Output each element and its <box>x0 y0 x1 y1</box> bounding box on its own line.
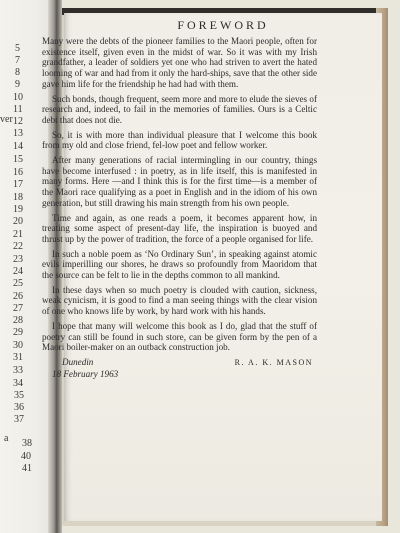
foreword-paragraph: After many generations of racial intermingling in our country, things have become interfused : in poetry, as in life itself, this is manifested in many forms. Here —and I think this is for the first time—is a member of the Maori race qualifying as a poet in English and in the idiom of his own generation, but still drawing his main strength from his own people. <box>42 155 317 208</box>
left-page-number: 26 <box>13 291 23 302</box>
left-page-number: 41 <box>22 463 32 474</box>
left-page-number: 8 <box>15 67 20 78</box>
left-page-number: 27 <box>13 303 23 314</box>
left-page-number: 10 <box>13 92 23 103</box>
left-page-number: 17 <box>13 179 23 190</box>
left-page-number: 9 <box>15 79 20 90</box>
foreword-paragraph: Many were the debts of the pioneer families to the Maori people, often for existence itself, given even in the midst of war. So it was with my Irish grandfather, a leader of soldiers yet one who had striven to avert the hated looming of war and had from it only the hard-ships, save that the other side gave him life for the friendship he had had with them. <box>42 36 317 89</box>
left-page-fragment-ver: ver <box>0 114 13 125</box>
foreword-paragraph: Time and again, as one reads a poem, it becomes apparent how, in treating some aspect of present-day life, the inspiration is buoyed and thrust up by the power of tradition, the force of a people organised for life. <box>42 212 317 244</box>
foreword-paragraph: Such bonds, though frequent, seem more and more to elude the sieves of research and, indeed, to fail in the memories of families. Ours is a Celtic debt that does not die. <box>42 93 317 125</box>
left-page-number: 15 <box>13 154 23 165</box>
foreword-signature-block <box>42 357 317 383</box>
left-page-number: 5 <box>15 43 20 54</box>
foreword-title: FOREWORD <box>177 18 269 32</box>
left-page-number: 16 <box>13 167 23 178</box>
left-page-number: 24 <box>13 266 23 277</box>
left-page-number: 38 <box>22 438 32 449</box>
left-page-number: 36 <box>14 402 24 413</box>
left-page-number: 19 <box>13 204 23 215</box>
left-page-number: 37 <box>14 414 24 425</box>
left-page-number: 31 <box>13 352 23 363</box>
left-page-number: 14 <box>13 141 23 152</box>
left-page-number: 29 <box>13 327 23 338</box>
signature-author: R. A. K. MASON <box>234 357 313 367</box>
left-page-number: 28 <box>13 315 23 326</box>
left-page-fragment-a: a <box>4 433 9 444</box>
signature-place: Dunedin <box>62 356 94 367</box>
left-page-number: 34 <box>13 378 23 389</box>
left-page-number: 7 <box>15 55 20 66</box>
left-page-number: 13 <box>13 128 23 139</box>
left-page-number: 33 <box>13 365 23 376</box>
foreword-paragraph: So, it is with more than individual pleasure that I welcome this book from my old and close friend, fel-low poet and fellow worker. <box>42 129 317 151</box>
left-page-number: 12 <box>13 116 23 127</box>
left-page-number: 30 <box>13 340 23 351</box>
left-page-number: 25 <box>13 278 23 289</box>
foreword-body <box>42 36 317 383</box>
left-page-number: 20 <box>13 216 23 227</box>
left-page-number: 35 <box>14 390 24 401</box>
left-page-number: 21 <box>13 229 23 240</box>
left-page-number: 22 <box>13 241 23 252</box>
left-page-number: 11 <box>13 104 23 115</box>
left-page-number: 40 <box>21 451 31 462</box>
foreword-paragraph: In these days when so much poetry is clouded with caution, sickness, weak cynicism, it is good to find a man seeing things with the clear vision of one who knows life by work, by hard work with his hands. <box>42 284 317 317</box>
foreword-paragraph: In such a noble poem as ‘No Ordinary Sun’, in speaking against atomic evils imperilling our shores, he draws so profoundly from Maoridom that the source can be felt to lie in the depths common to all mankind. <box>42 248 317 281</box>
left-page-number: 18 <box>13 192 23 203</box>
left-page-number: 23 <box>13 254 23 265</box>
foreword-paragraph: I hope that many will welcome this book as I do, glad that the stuff of poetry can still be found in such store, can be given form by the pen of a Maori boiler-maker on an outback construction job. <box>42 320 317 353</box>
signature-date: 18 February 1963 <box>52 368 119 379</box>
